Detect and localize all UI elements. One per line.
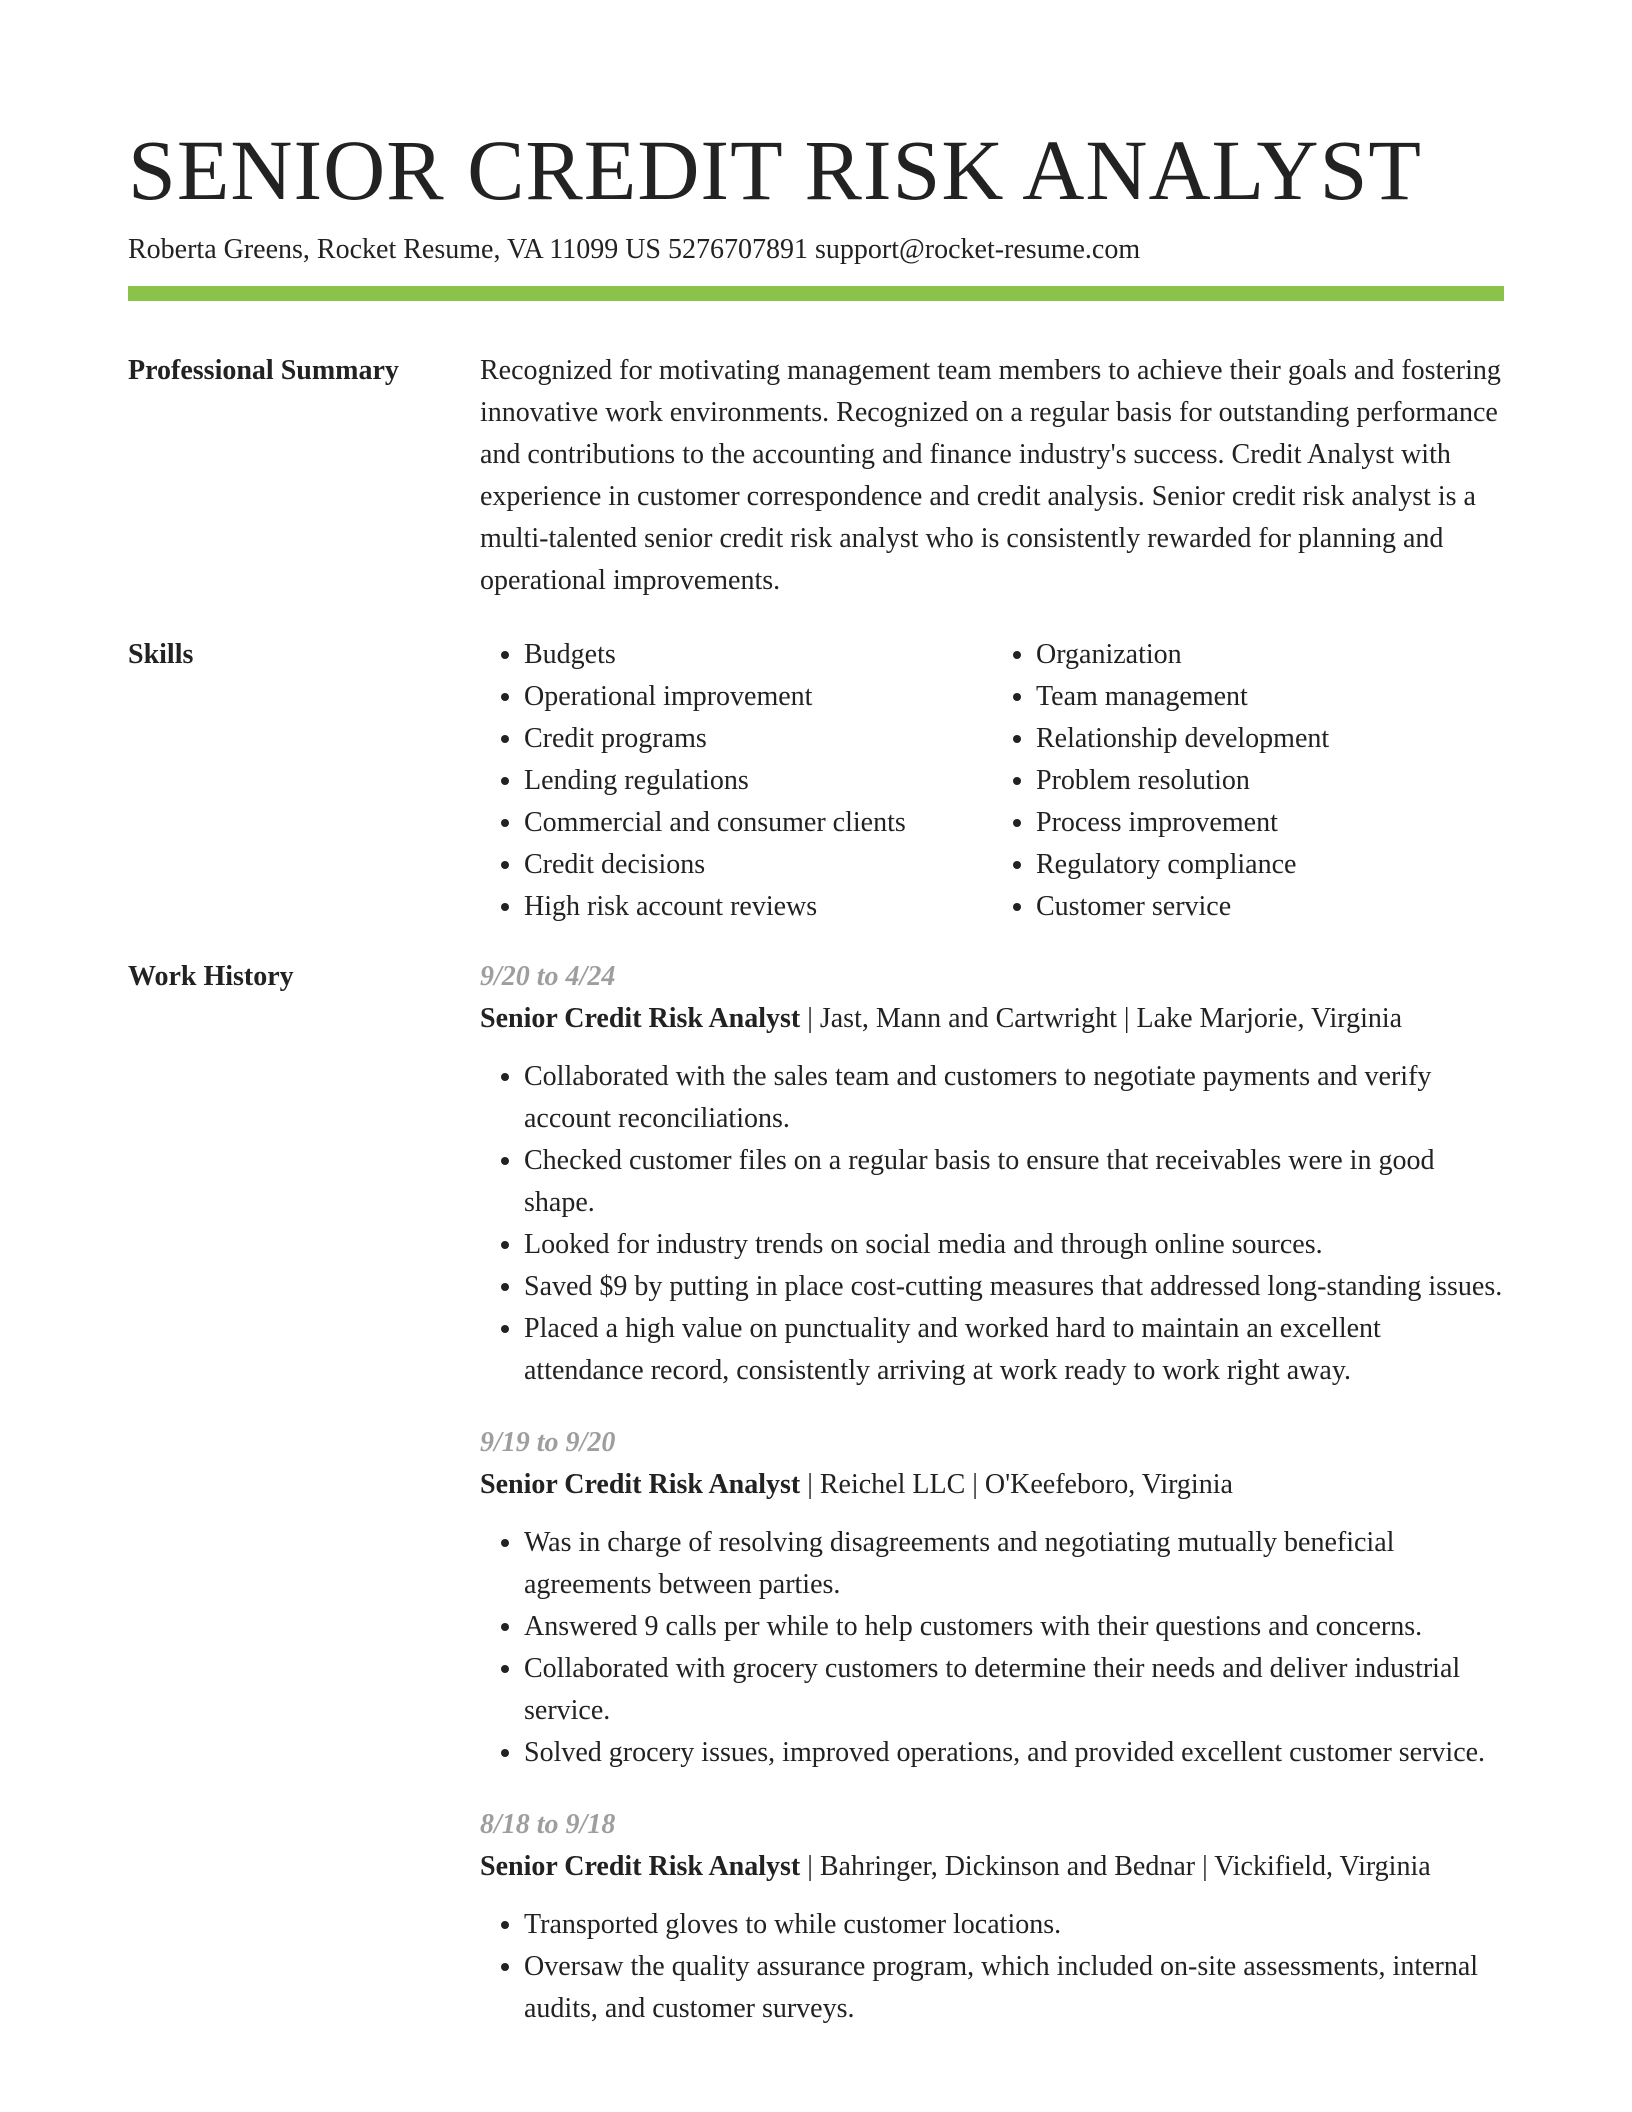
job-duty-item: • Transported gloves to while customer locations. (524, 1904, 1504, 1946)
job-title: Senior Credit Risk Analyst (480, 1469, 801, 1500)
skills-body (480, 634, 1504, 928)
job-duty-item: • Checked customer files on a regular basis to ensure that receivables were in good shape. (524, 1140, 1504, 1224)
skill-item: • High risk account reviews (524, 886, 992, 928)
separator: | (800, 1469, 820, 1500)
job-location: O'Keefeboro, Virginia (984, 1469, 1233, 1500)
job-duty-item: • Collaborated with the sales team and customers to negotiate payments and verify account reconciliations. (524, 1056, 1504, 1140)
separator: | (1116, 1003, 1137, 1034)
job-header (480, 1846, 1504, 1888)
job-header (480, 998, 1504, 1040)
skill-item: • Credit decisions (524, 844, 992, 886)
job-duties-list (480, 1522, 1504, 1774)
separator: | (800, 1851, 820, 1882)
skill-item: • Team management (1036, 676, 1504, 718)
job-duty-item: • Looked for industry trends on social media and through online sources. (524, 1224, 1504, 1266)
skill-item: • Regulatory compliance (1036, 844, 1504, 886)
job-entry (480, 1422, 1504, 1774)
job-location: Vickifield, Virginia (1214, 1851, 1431, 1882)
skill-item: • Organization (1036, 634, 1504, 676)
skills-list-right (992, 634, 1504, 928)
skills-columns (480, 634, 1504, 928)
job-header (480, 1464, 1504, 1506)
job-duties-list (480, 1056, 1504, 1392)
section-heading-work-history: Work History (128, 961, 294, 992)
summary-text: Recognized for motivating management team members to achieve their goals and fostering innovative work environments. Recognized on a regular basis for outstanding performance and contributions to the accounting and finance industry's success. Credit Analyst with experience in customer correspondence and credit analysis. Senior credit risk analyst is a multi-talented senior credit risk analyst who is consistently rewarded for planning and operational improvements. (480, 355, 1501, 596)
skill-item: • Operational improvement (524, 676, 992, 718)
job-company: Bahringer, Dickinson and Bednar (819, 1851, 1196, 1882)
job-duty-item: • Solved grocery issues, improved operations, and provided excellent customer service. (524, 1732, 1504, 1774)
work-history-body (480, 956, 1504, 2060)
contact-line: Roberta Greens, Rocket Resume, VA 11099 US 5276707891 support@rocket-resume.com (128, 234, 1141, 265)
job-dates: 9/20 to 4/24 (480, 961, 616, 992)
job-company: Jast, Mann and Cartwright (819, 1003, 1117, 1034)
job-entry (480, 1804, 1504, 2030)
job-title: Senior Credit Risk Analyst (480, 1003, 801, 1034)
job-company: Reichel LLC (819, 1469, 966, 1500)
accent-divider (128, 286, 1504, 301)
skill-item: • Process improvement (1036, 802, 1504, 844)
job-duty-item: • Saved $9 by putting in place cost-cutting measures that addressed long-standing issues. (524, 1266, 1504, 1308)
job-duty-item: • Answered 9 calls per while to help customers with their questions and concerns. (524, 1606, 1504, 1648)
section-heading-summary: Professional Summary (128, 355, 399, 386)
skill-item: • Budgets (524, 634, 992, 676)
job-duty-item: • Oversaw the quality assurance program, which included on-site assessments, internal audits, and customer surveys. (524, 1946, 1504, 2030)
job-dates: 9/19 to 9/20 (480, 1427, 616, 1458)
job-dates: 8/18 to 9/18 (480, 1809, 616, 1840)
skill-item: • Customer service (1036, 886, 1504, 928)
separator: | (800, 1003, 820, 1034)
skills-list-left (480, 634, 992, 928)
job-location: Lake Marjorie, Virginia (1136, 1003, 1403, 1034)
skill-item: • Lending regulations (524, 760, 992, 802)
summary-body (480, 350, 1504, 602)
separator: | (965, 1469, 985, 1500)
job-title: Senior Credit Risk Analyst (480, 1851, 801, 1882)
section-heading-skills: Skills (128, 639, 194, 670)
job-duty-item: • Collaborated with grocery customers to determine their needs and deliver industrial service. (524, 1648, 1504, 1732)
job-duty-item: • Was in charge of resolving disagreements and negotiating mutually beneficial agreements between parties. (524, 1522, 1504, 1606)
skill-item: • Relationship development (1036, 718, 1504, 760)
skill-item: • Credit programs (524, 718, 992, 760)
job-duty-item: • Placed a high value on punctuality and worked hard to maintain an excellent attendance record, consistently arriving at work ready to work right away. (524, 1308, 1504, 1392)
skill-item: • Problem resolution (1036, 760, 1504, 802)
job-duties-list (480, 1904, 1504, 2030)
separator: | (1195, 1851, 1215, 1882)
job-entry (480, 956, 1504, 1392)
resume-title: SENIOR CREDIT RISK ANALYST (128, 122, 1422, 218)
skill-item: • Commercial and consumer clients (524, 802, 992, 844)
